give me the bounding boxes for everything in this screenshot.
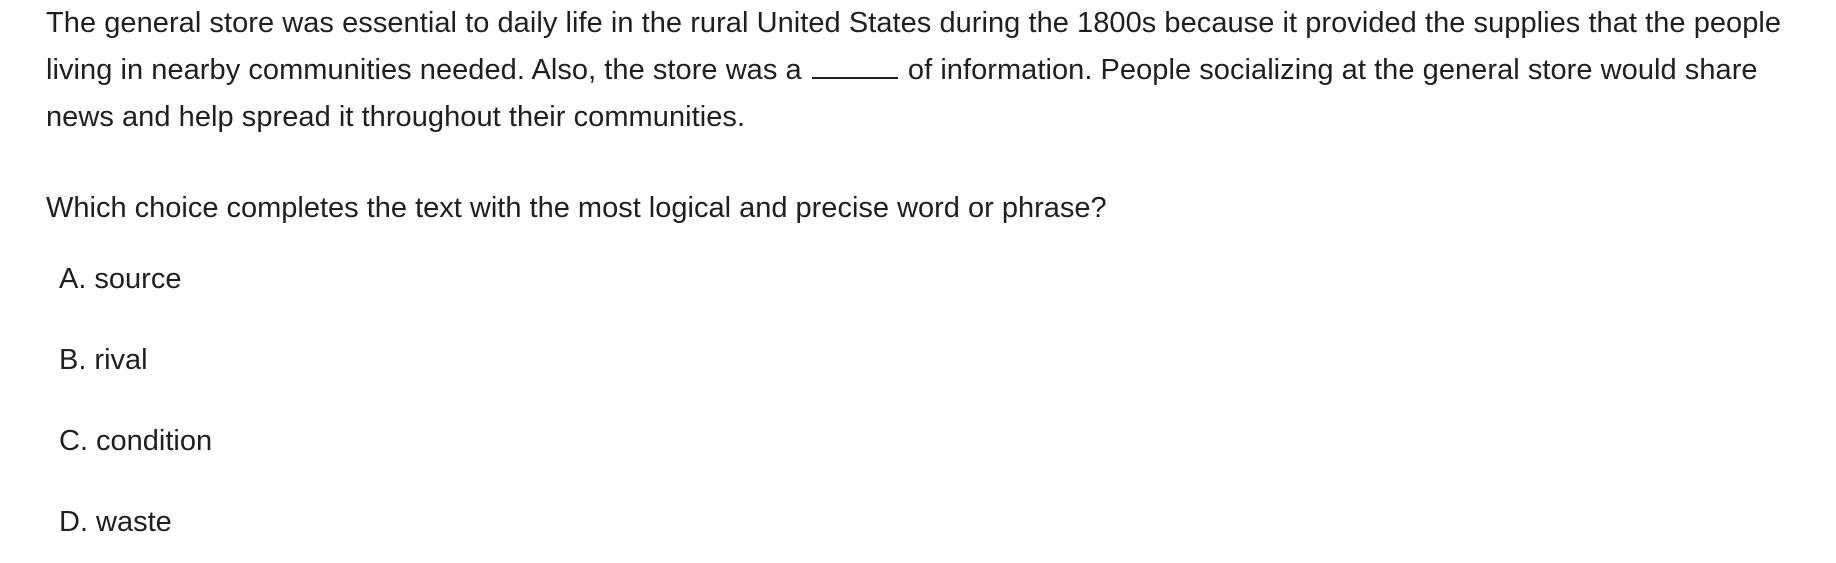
choice-text: source [94, 263, 182, 295]
question-container [46, 0, 1826, 546]
passage-text [46, 0, 1826, 141]
choice-letter: D. [59, 506, 88, 538]
passage-before-blank: The general store was essential to daily life in the rural United States during the 1800s because it provided the supplies that the people living in nearby communities needed. Also, the store was a [46, 7, 1782, 86]
passage-after-blank: of information. People socializing at the general store would share news and help spread it throughout their communities. [46, 54, 1758, 133]
choice-c[interactable] [59, 418, 1826, 465]
choice-letter: B. [59, 344, 87, 376]
choice-letter: A. [59, 263, 87, 295]
choice-letter: C. [59, 425, 88, 457]
choice-a[interactable] [59, 256, 1826, 303]
choice-d[interactable] [59, 499, 1826, 546]
question-prompt: Which choice completes the text with the most logical and precise word or phrase? [46, 192, 1107, 224]
choice-text: rival [94, 344, 148, 376]
answer-choices [46, 256, 1826, 546]
choice-b[interactable] [59, 337, 1826, 384]
answer-blank [812, 57, 898, 79]
choice-text: condition [96, 425, 213, 457]
choice-text: waste [96, 506, 172, 538]
